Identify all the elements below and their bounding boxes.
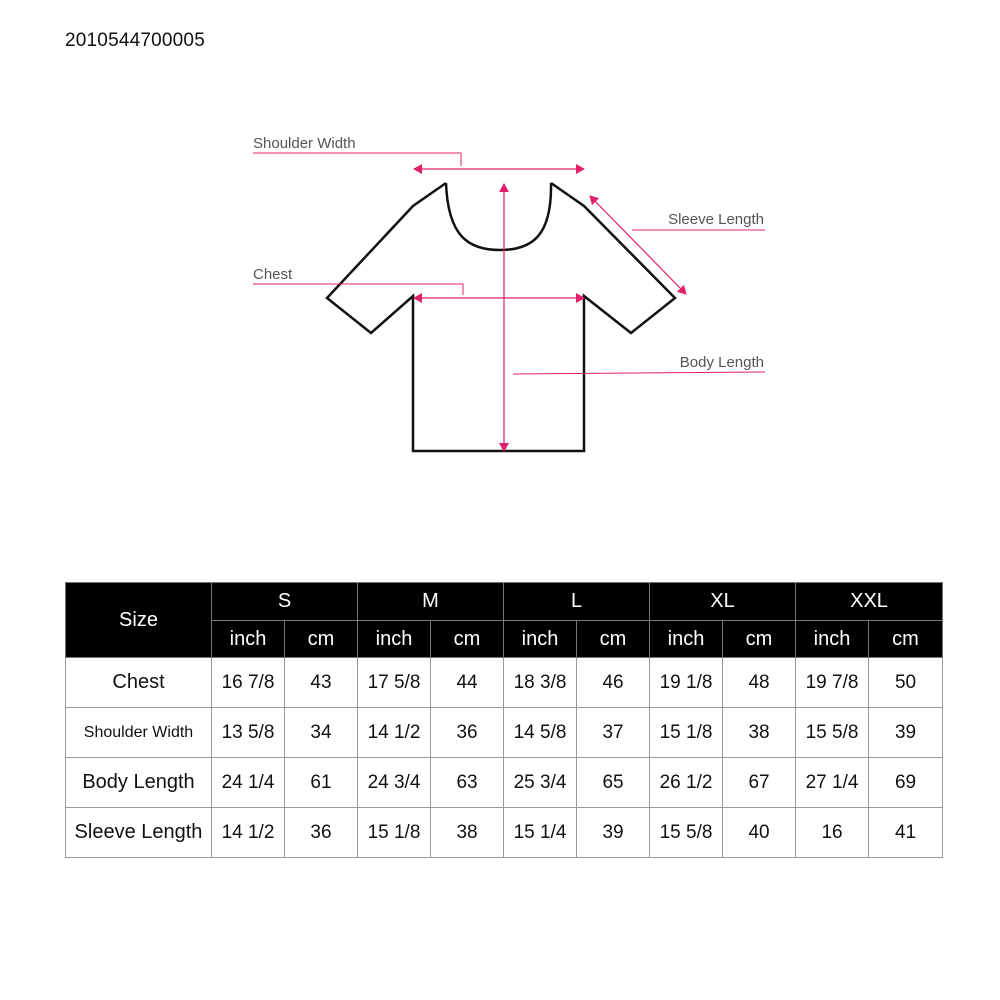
table-cell: 40 — [723, 808, 796, 858]
tshirt-outline — [327, 183, 675, 451]
table-cell: 36 — [431, 708, 504, 758]
table-cell: 48 — [723, 658, 796, 708]
chest-leader — [253, 284, 463, 295]
table-cell: 14 1/2 — [358, 708, 431, 758]
table-cell: 65 — [577, 758, 650, 808]
table-cell: 50 — [869, 658, 943, 708]
table-cell: 18 3/8 — [504, 658, 577, 708]
table-cell: 16 — [796, 808, 869, 858]
body-length-label: Body Length — [679, 354, 764, 371]
row-label: Shoulder Width — [66, 708, 212, 758]
table-cell: 39 — [577, 808, 650, 858]
size-header-l: L — [504, 583, 650, 621]
unit-header-cm: cm — [577, 621, 650, 658]
table-row-chest — [66, 658, 943, 708]
product-code: 2010544700005 — [65, 30, 205, 51]
table-cell: 14 1/2 — [212, 808, 285, 858]
table-cell: 25 3/4 — [504, 758, 577, 808]
table-cell: 24 1/4 — [212, 758, 285, 808]
table-cell: 46 — [577, 658, 650, 708]
chest-label: Chest — [253, 266, 293, 283]
table-cell: 24 3/4 — [358, 758, 431, 808]
size-column-header: Size — [66, 583, 212, 658]
table-cell: 17 5/8 — [358, 658, 431, 708]
table-cell: 14 5/8 — [504, 708, 577, 758]
table-cell: 41 — [869, 808, 943, 858]
size-header-m: M — [358, 583, 504, 621]
table-cell: 15 1/8 — [650, 708, 723, 758]
table-cell: 39 — [869, 708, 943, 758]
table-cell: 34 — [285, 708, 358, 758]
table-cell: 43 — [285, 658, 358, 708]
table-cell: 36 — [285, 808, 358, 858]
size-header-s: S — [212, 583, 358, 621]
unit-header-inch: inch — [650, 621, 723, 658]
unit-header-cm: cm — [285, 621, 358, 658]
unit-header-inch: inch — [504, 621, 577, 658]
table-row-sleeve-length — [66, 808, 943, 858]
row-label: Body Length — [66, 758, 212, 808]
table-cell: 67 — [723, 758, 796, 808]
table-cell: 61 — [285, 758, 358, 808]
table-cell: 26 1/2 — [650, 758, 723, 808]
table-cell: 69 — [869, 758, 943, 808]
table-cell: 19 7/8 — [796, 658, 869, 708]
table-cell: 19 1/8 — [650, 658, 723, 708]
table-cell: 15 1/8 — [358, 808, 431, 858]
tshirt-neckline — [446, 183, 551, 250]
table-cell: 15 5/8 — [796, 708, 869, 758]
size-table — [65, 582, 943, 858]
table-cell: 37 — [577, 708, 650, 758]
table-cell: 44 — [431, 658, 504, 708]
row-label: Sleeve Length — [66, 808, 212, 858]
unit-header-inch: inch — [796, 621, 869, 658]
unit-header-cm: cm — [431, 621, 504, 658]
table-cell: 15 1/4 — [504, 808, 577, 858]
table-cell: 63 — [431, 758, 504, 808]
table-cell: 13 5/8 — [212, 708, 285, 758]
table-cell: 15 5/8 — [650, 808, 723, 858]
table-cell: 38 — [431, 808, 504, 858]
body-length-leader — [513, 372, 765, 374]
table-cell: 27 1/4 — [796, 758, 869, 808]
unit-header-cm: cm — [723, 621, 796, 658]
size-header-xl: XL — [650, 583, 796, 621]
table-cell: 38 — [723, 708, 796, 758]
table-row-body-length — [66, 758, 943, 808]
unit-header-inch: inch — [358, 621, 431, 658]
unit-header-cm: cm — [869, 621, 943, 658]
row-label: Chest — [66, 658, 212, 708]
shoulder-width-leader — [253, 153, 461, 166]
unit-header-inch: inch — [212, 621, 285, 658]
sleeve-length-label: Sleeve Length — [668, 211, 764, 228]
size-header-xxl: XXL — [796, 583, 943, 621]
table-cell: 16 7/8 — [212, 658, 285, 708]
table-row-shoulder-width — [66, 708, 943, 758]
shoulder-width-label: Shoulder Width — [253, 135, 356, 152]
size-header-row — [66, 583, 943, 621]
